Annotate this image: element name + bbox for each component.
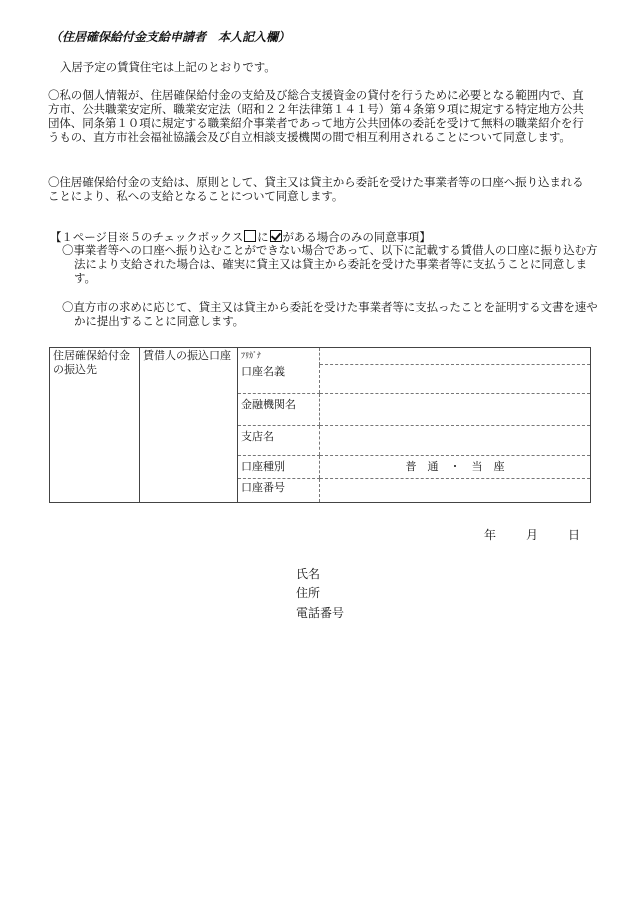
date-line <box>454 528 580 542</box>
account-name-label: 口座名義 <box>238 364 320 393</box>
bank-name-field[interactable] <box>320 393 591 425</box>
transfer-destination-label: 住居確保給付金の振込先 <box>50 348 140 503</box>
date-month: 月 <box>525 528 538 542</box>
branch-name-field[interactable] <box>320 425 591 455</box>
heading-part3: がある場合のみの同意事項】 <box>282 230 431 244</box>
bank-account-table <box>49 347 591 503</box>
agreement-item-1: 〇事業者等への口座へ振り込むことができない場合であって、以下に記載する賃借人の口座に振り込む方法により支給された場合は、確実に貸主又は貸主から委託を受けた事業者等に支払うことに同意します。 <box>62 243 598 285</box>
account-name-field[interactable] <box>320 364 591 393</box>
bank-name-label: 金融機関名 <box>238 393 320 425</box>
account-number-label: 口座番号 <box>238 478 320 502</box>
heading-part2: に <box>257 230 269 244</box>
branch-name-label: 支店名 <box>238 425 320 455</box>
agreement-item-2: 〇直方市の求めに応じて、貸主又は貸主から委託を受けた事業者等に支払ったことを証明する文書を速やかに提出することに同意します。 <box>62 300 598 328</box>
account-number-field[interactable] <box>320 478 591 502</box>
account-type-field[interactable]: 普 通 ・ 当 座 <box>320 455 591 478</box>
signature-phone-label: 電話番号 <box>296 606 345 620</box>
signature-address-label: 住所 <box>296 586 321 600</box>
consent-payment: 〇住居確保給付金の支給は、原則として、貸主又は貸主から委託を受けた事業者等の口座へ振り込まれることにより、私への支給となることについて同意します。 <box>48 175 584 203</box>
furigana-field[interactable] <box>320 348 591 365</box>
form-section-title: （住居確保給付金支給申請者 本人記入欄） <box>50 30 291 44</box>
empty-checkbox-icon <box>244 230 256 242</box>
date-year: 年 <box>483 528 496 542</box>
checkbox-condition-heading <box>50 230 590 244</box>
date-day: 日 <box>567 528 580 542</box>
tenant-account-label: 賃借人の振込口座 <box>140 348 238 503</box>
consent-personal-info: 〇私の個人情報が、住居確保給付金の支給及び総合支援資金の貸付を行うために必要となる範囲内で、直方市、公共職業安定所、職業安定法（昭和２２年法律第１４１号）第４条第９項に規定する特定地方公共団体、同条第１０項に規定する職業紹介事業者であって地方公共団体の委託を受けて無料の職業紹介を行うもの、直方市社会福祉協議会及び自立相談支援機関の間で相互利用されることについて同意します。 <box>48 88 584 144</box>
signature-name-label: 氏名 <box>296 567 321 581</box>
heading-part1: 【１ページ目※５のチェックボックス <box>50 230 244 244</box>
furigana-label: ﾌﾘｶﾞﾅ <box>238 348 320 365</box>
checked-checkbox-icon <box>270 230 282 242</box>
intro-text: 入居予定の賃貸住宅は上記のとおりです。 <box>60 60 276 74</box>
account-type-label: 口座種別 <box>238 455 320 478</box>
